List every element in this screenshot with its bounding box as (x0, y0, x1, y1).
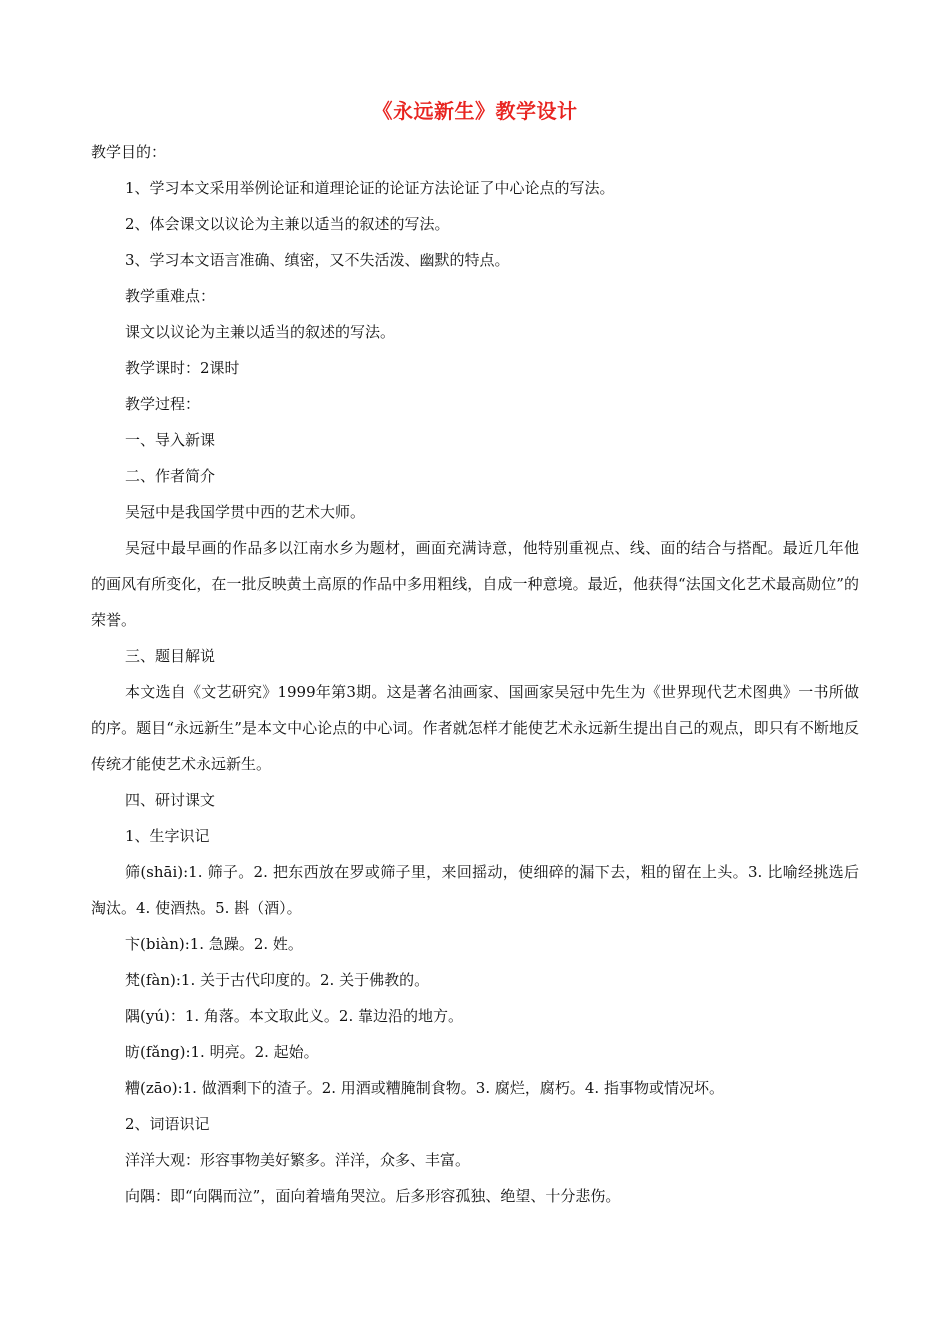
vocabulary-entry: 洋洋大观：形容事物美好繁多。洋洋，众多、丰富。 (125, 1151, 471, 1169)
document-title: 《永远新生》教学设计 (372, 99, 578, 123)
process-step-heading: 二、作者简介 (125, 467, 216, 485)
section-heading-objectives: 教学目的： (91, 143, 167, 161)
character-entry: 梵(fàn):1. 关于古代印度的。2. 关于佛教的。 (125, 971, 430, 989)
character-entry: 昉(fǎng):1. 明亮。2. 起始。 (125, 1043, 319, 1061)
objective-item: 2、体会课文以议论为主兼以适当的叙述的写法。 (125, 215, 450, 233)
character-entry: 筛(shāi):1. 筛子。2. 把东西放在罗或筛子里，来回摇动，使细碎的漏下去，粗的留在上头。3. 比喻经挑选后淘汰。4. 使酒热。5. 斟（酒）。 (91, 863, 859, 917)
objective-item: 1、学习本文采用举例论证和道理论证的论证方法论证了中心论点的写法。 (125, 179, 615, 197)
objective-item: 3、学习本文语言准确、缜密，又不失活泼、幽默的特点。 (125, 251, 510, 269)
section-heading-key-points: 教学重难点： (125, 287, 216, 305)
subsection-heading: 2、词语识记 (125, 1115, 210, 1133)
process-step-heading: 三、题目解说 (125, 647, 216, 665)
character-entry: 卞(biàn):1. 急躁。2. 姓。 (125, 935, 303, 953)
character-entry: 隅(yú)：1. 角落。本文取此义。2. 靠边沿的地方。 (125, 1007, 463, 1025)
key-point-text: 课文以议论为主兼以适当的叙述的写法。 (125, 323, 396, 341)
vocabulary-entry: 向隅：即“向隅而泣”，面向着墙角哭泣。后多形容孤独、绝望、十分悲伤。 (125, 1187, 621, 1205)
character-entry: 糟(zāo):1. 做酒剩下的渣子。2. 用酒或糟腌制食物。3. 腐烂，腐朽。4. 指事物或情况坏。 (125, 1079, 724, 1097)
document-body (91, 134, 859, 1214)
class-hours: 教学课时：2课时 (125, 359, 240, 377)
title-explanation-paragraph: 本文选自《文艺研究》1999年第3期。这是著名油画家、国画家吴冠中先生为《世界现代艺术图典》一书所做的序。题目“永远新生”是本文中心论点的中心词。作者就怎样才能使艺术永远新生提出自己的观点，即只有不断地反传统才能使艺术永远新生。 (91, 683, 859, 773)
process-step-heading: 四、研讨课文 (125, 791, 216, 809)
section-heading-process: 教学过程： (125, 395, 201, 413)
process-step-heading: 一、导入新课 (125, 431, 216, 449)
author-intro-paragraph: 吴冠中最早画的作品多以江南水乡为题材，画面充满诗意，他特别重视点、线、面的结合与搭配。最近几年他的画风有所变化，在一批反映黄土高原的作品中多用粗线，自成一种意境。最近，他获得“法国文化艺术最高勋位”的荣誉。 (91, 539, 859, 629)
subsection-heading: 1、生字识记 (125, 827, 210, 845)
author-intro-paragraph: 吴冠中是我国学贯中西的艺术大师。 (125, 503, 366, 521)
